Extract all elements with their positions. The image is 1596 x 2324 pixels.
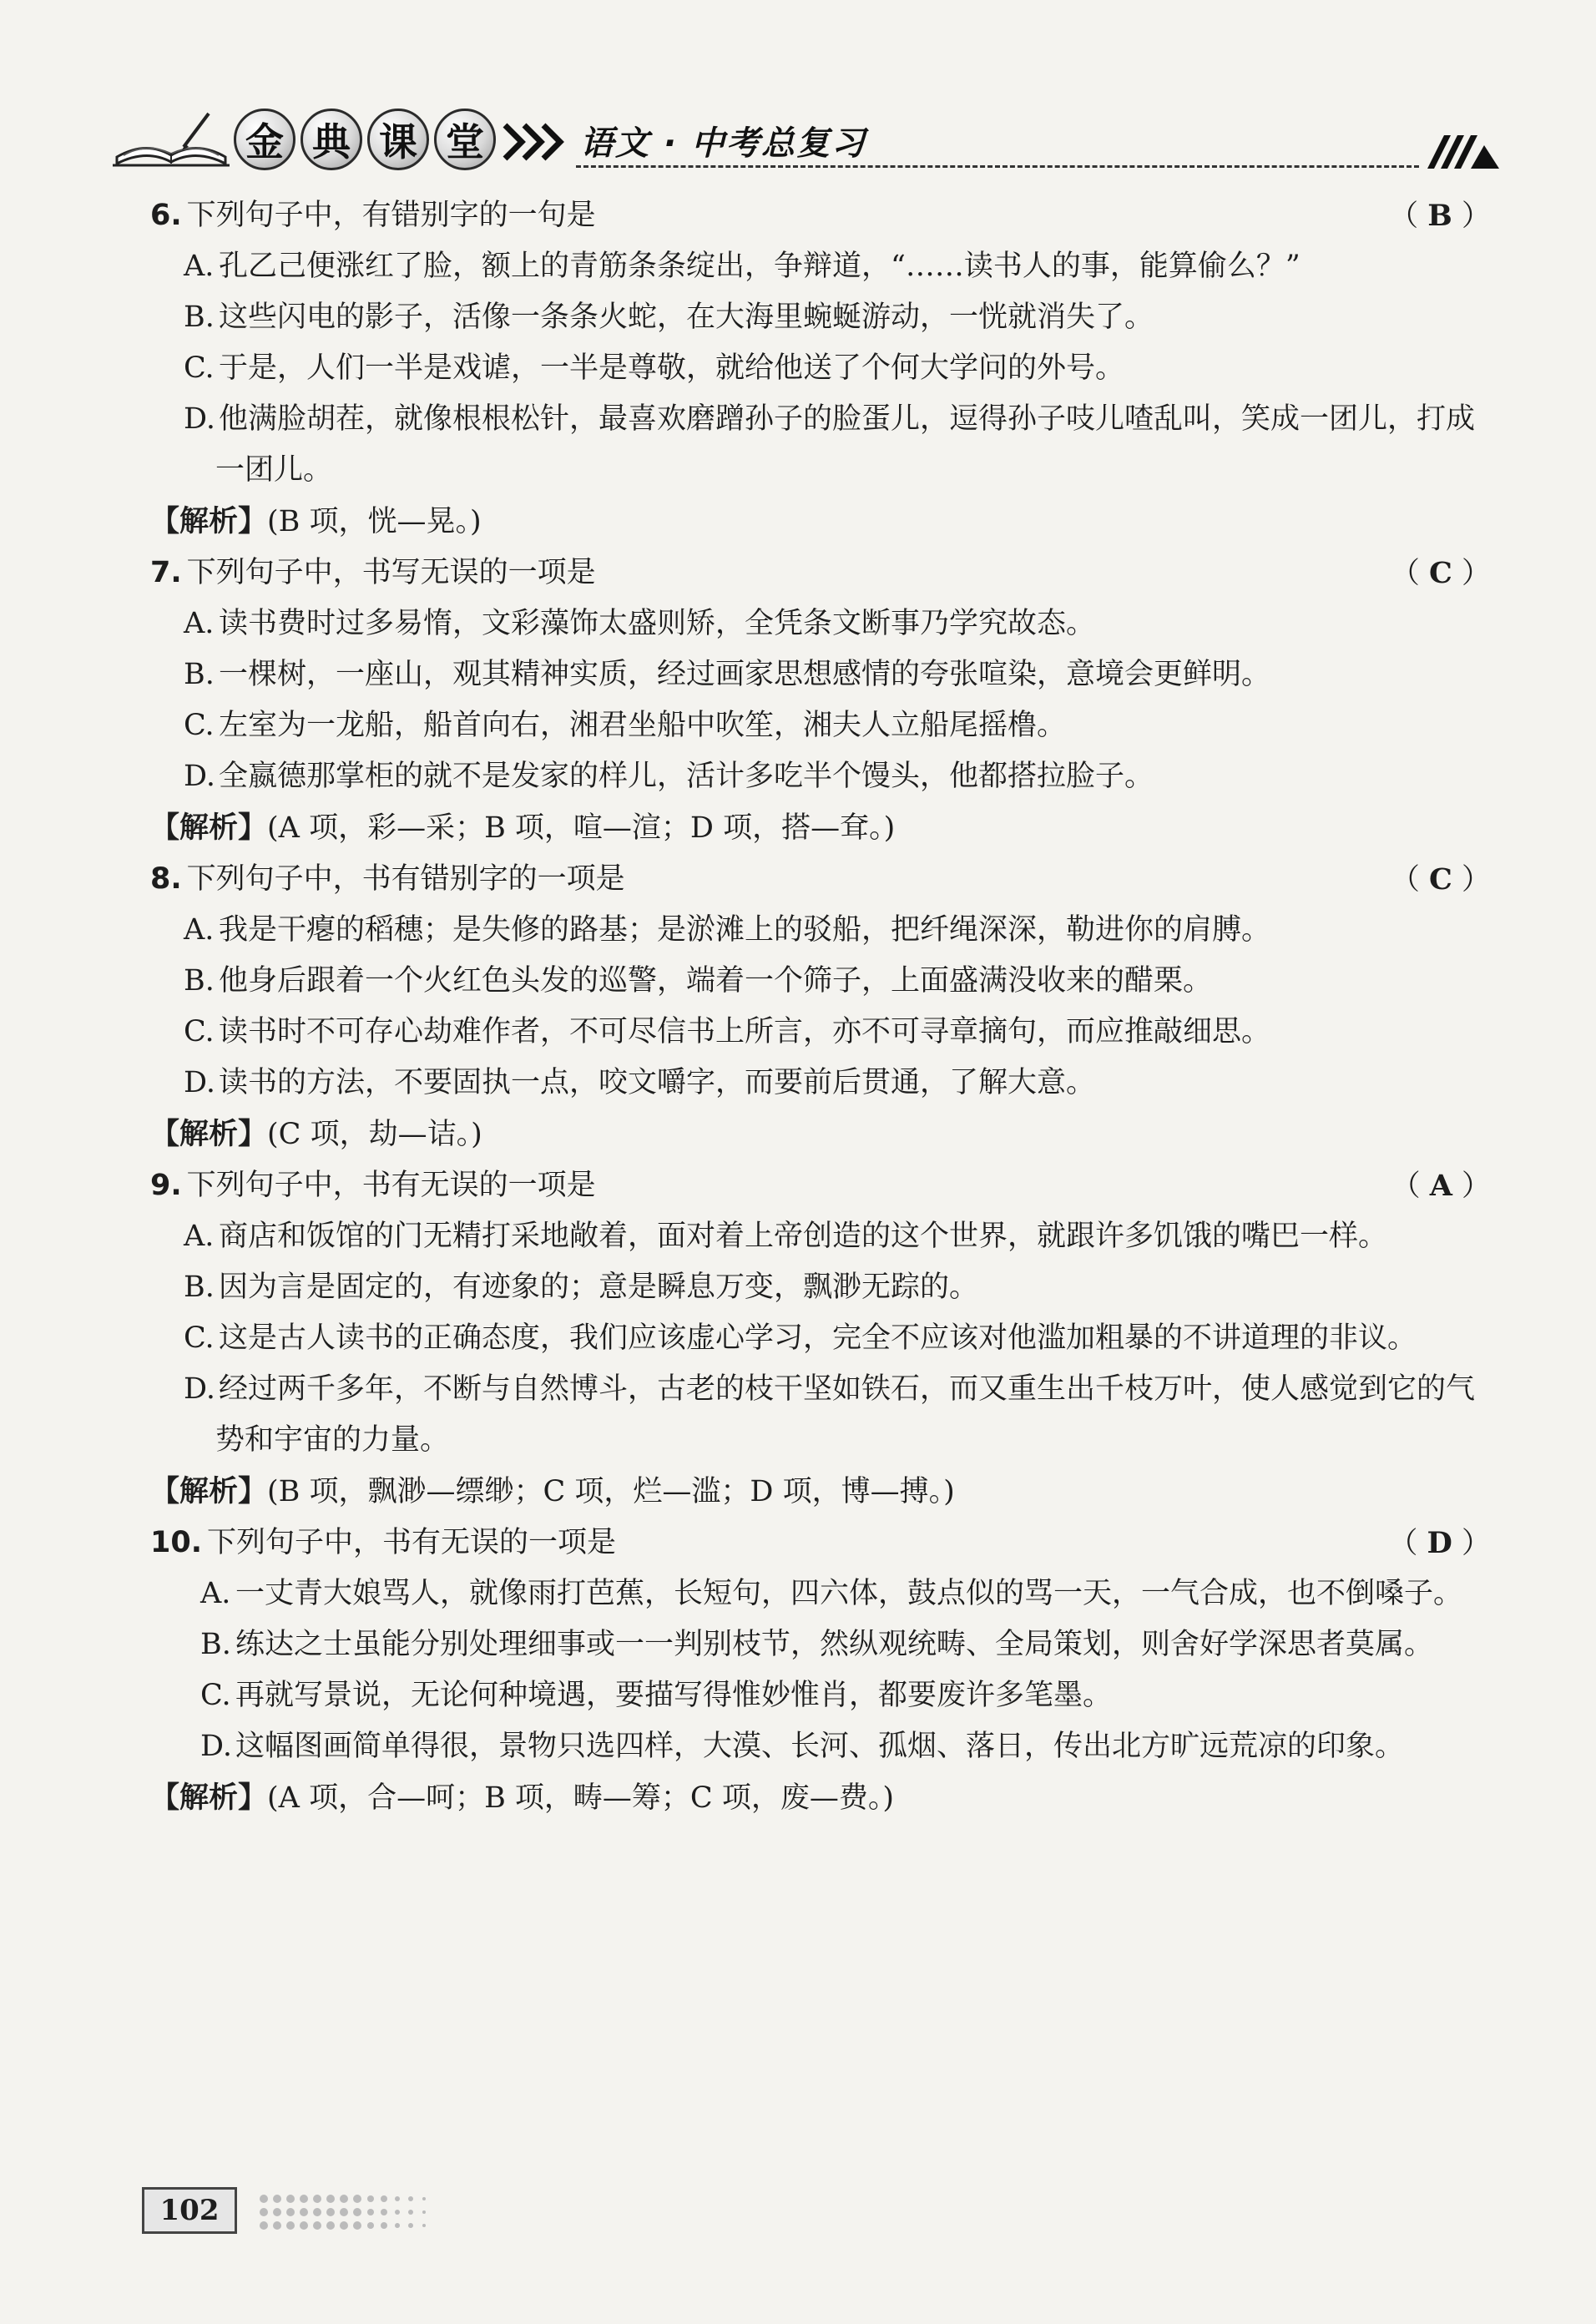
explanation-text: (C 项，劫—诘。) [267, 1118, 482, 1151]
explanation-keyword: 【解析】 [150, 1117, 268, 1151]
option-text: 他满脸胡茬，就像根根松针，最喜欢磨蹭孙子的脸蛋儿，逗得孙子吱儿喳乱叫，笑成一团儿，打成一团儿。 [215, 402, 1476, 487]
option-c [184, 343, 1496, 394]
option-label: D. [184, 760, 215, 793]
option-c [184, 700, 1496, 751]
option-label: D. [184, 402, 215, 436]
explanation-keyword: 【解析】 [150, 504, 268, 538]
answer-bracket: （ B ） [1389, 199, 1491, 233]
dot-pattern-icon [259, 2194, 509, 2231]
answer-bracket: （ C ） [1390, 556, 1491, 590]
option-text: 孔乙己便涨红了脸，额上的青筋条条绽出，争辩道，“……读书人的事，能算偷么？” [219, 250, 1301, 283]
option-b [184, 956, 1496, 1007]
question-list [150, 190, 1496, 1824]
option-label: B. [184, 1271, 215, 1304]
explanation-text: (B 项，恍—晃。) [267, 505, 482, 538]
question-6 [150, 190, 1496, 548]
explanation [150, 802, 1496, 854]
option-label: D. [200, 1730, 232, 1763]
option-a [200, 1569, 1496, 1619]
explanation [150, 1109, 1496, 1160]
option-label: B. [184, 301, 215, 334]
page-footer [142, 2187, 559, 2237]
option-text: 一棵树，一座山，观其精神实质，经过画家思想感情的夸张喧染，意境会更鲜明。 [219, 658, 1271, 691]
option-text: 读书时不可存心劫难作者，不可尽信书上所言，亦不可寻章摘句，而应推敲细思。 [219, 1015, 1271, 1048]
explanation-text: (A 项，彩—采；B 项，喧—渲；D 项，搭—耷。) [267, 811, 896, 845]
question-stem [150, 854, 1496, 905]
question-number: 10. [150, 1526, 203, 1559]
question-text: 下列句子中，书写无误的一项是 [186, 556, 596, 589]
question-text: 下列句子中，有错别字的一句是 [186, 199, 596, 232]
question-number: 9. [150, 1169, 182, 1202]
question-9 [150, 1160, 1496, 1518]
option-text: 练达之士虽能分别处理细事或一一判别枝节，然纵观统畴、全局策划，则舍好学深思者莫属。 [235, 1628, 1434, 1661]
corner-stripes-icon [1427, 129, 1503, 170]
question-stem [150, 190, 1496, 241]
option-label: B. [184, 964, 215, 998]
option-a [184, 905, 1496, 956]
brand-char: 课 [367, 109, 429, 170]
option-text: 左室为一龙船，船首向右，湘君坐船中吹笙，湘夫人立船尾摇橹。 [219, 709, 1067, 742]
answer-letter: D [1427, 1526, 1452, 1560]
option-label: A. [184, 913, 215, 947]
option-d [184, 751, 1496, 802]
page-number: 102 [142, 2187, 237, 2234]
option-text: 一丈青大娘骂人，就像雨打芭蕉，长短句，四六体，鼓点似的骂一天，一气合成，也不倒嗓子。 [235, 1577, 1463, 1610]
page-header [109, 92, 1494, 184]
option-text: 读书费时过多易惰，文彩藻饰太盛则矫，全凭条文断事乃学究故态。 [219, 607, 1096, 640]
option-b [184, 1262, 1496, 1313]
answer-letter: C [1429, 862, 1452, 897]
explanation [150, 1772, 1496, 1824]
option-text: 因为言是固定的，有迹象的；意是瞬息万变，飘渺无踪的。 [219, 1271, 979, 1304]
option-label: B. [184, 658, 215, 691]
brand-char: 堂 [434, 109, 496, 170]
option-label: D. [184, 1066, 215, 1099]
option-a [184, 241, 1496, 292]
option-c [184, 1007, 1496, 1058]
option-text: 我是干瘪的稻穗；是失修的路基；是淤滩上的驳船，把纤绳深深，勒进你的肩膊。 [219, 913, 1271, 947]
option-text: 这些闪电的影子，活像一条条火蛇，在大海里蜿蜒游动，一恍就消失了。 [219, 301, 1154, 334]
option-text: 他身后跟着一个火红色头发的巡警，端着一个筛子，上面盛满没收来的醋栗。 [219, 964, 1213, 998]
question-stem [150, 1518, 1496, 1569]
option-a [184, 599, 1496, 649]
option-c [200, 1670, 1496, 1721]
option-text: 商店和饭馆的门无精打采地敞着，面对着上帝创造的这个世界，就跟许多饥饿的嘴巴一样。 [219, 1220, 1388, 1253]
option-label: C. [200, 1679, 231, 1712]
answer-letter: B [1427, 199, 1452, 233]
question-7 [150, 548, 1496, 854]
option-label: C. [184, 1321, 215, 1355]
brand-char: 金 [234, 109, 295, 170]
option-label: D. [184, 1372, 215, 1406]
option-d [200, 1721, 1496, 1772]
question-8 [150, 854, 1496, 1160]
brand-title [234, 109, 496, 170]
option-text: 经过两千多年，不断与自然博斗，古老的枝干坚如铁石，而又重生出千枝万叶，使人感觉到它的气势和宇宙的力量。 [215, 1372, 1476, 1457]
answer-letter: A [1429, 1169, 1452, 1203]
option-d [184, 1058, 1496, 1109]
answer-bracket: （ A ） [1391, 1169, 1491, 1203]
option-text: 再就写景说，无论何种境遇，要描写得惟妙惟肖，都要废许多笔墨。 [235, 1679, 1113, 1712]
question-text: 下列句子中，书有错别字的一项是 [186, 862, 625, 896]
answer-letter: C [1429, 556, 1452, 590]
option-label: A. [184, 1220, 215, 1253]
option-label: B. [200, 1628, 231, 1661]
option-text: 读书的方法，不要固执一点，咬文嚼字，而要前后贯通，了解大意。 [219, 1066, 1096, 1099]
question-stem [150, 1160, 1496, 1211]
option-b [184, 649, 1496, 700]
question-number: 6. [150, 199, 182, 232]
open-book-pen-icon [109, 107, 234, 174]
option-label: C. [184, 351, 215, 385]
explanation-keyword: 【解析】 [150, 1474, 268, 1508]
header-divider [576, 165, 1419, 168]
question-10 [150, 1518, 1496, 1824]
option-label: A. [184, 607, 215, 640]
option-label: C. [184, 709, 215, 742]
option-text: 这幅图画简单得很，景物只选四样，大漠、长河、孤烟、落日，传出北方旷远荒凉的印象。 [235, 1730, 1405, 1763]
option-text: 于是，人们一半是戏谑，一半是尊敬，就给他送了个何大学问的外号。 [219, 351, 1125, 385]
subject-title: 语文 · 中考总复习 [580, 124, 867, 163]
answer-bracket: （ D ） [1388, 1526, 1491, 1560]
explanation [150, 1466, 1496, 1518]
chevron-right-icon [501, 117, 568, 167]
option-label: A. [184, 250, 215, 283]
question-text: 下列句子中，书有无误的一项是 [186, 1169, 596, 1202]
option-text: 全嬴德那掌柜的就不是发家的样儿，活计多吃半个馒头，他都搭拉脸子。 [219, 760, 1154, 793]
option-d [184, 394, 1496, 496]
question-text: 下列句子中，书有无误的一项是 [207, 1526, 617, 1559]
option-b [184, 292, 1496, 343]
option-b [200, 1619, 1496, 1670]
question-number: 8. [150, 862, 182, 896]
option-label: C. [184, 1015, 215, 1048]
brand-char: 典 [301, 109, 362, 170]
explanation-text: (B 项，飘渺—缥缈；C 项，烂—滥；D 项，博—搏。) [267, 1475, 955, 1508]
option-d [184, 1364, 1496, 1466]
option-label: A. [200, 1577, 231, 1610]
option-a [184, 1211, 1496, 1262]
option-c [184, 1313, 1496, 1364]
question-stem [150, 548, 1496, 599]
answer-bracket: （ C ） [1390, 862, 1491, 897]
explanation-text: (A 项，合—呵；B 项，畴—筹；C 项，废—费。) [267, 1781, 894, 1815]
explanation-keyword: 【解析】 [150, 1781, 268, 1815]
option-text: 这是古人读书的正确态度，我们应该虚心学习，完全不应该对他滥加粗暴的不讲道理的非议。 [219, 1321, 1417, 1355]
explanation [150, 496, 1496, 548]
question-number: 7. [150, 556, 182, 589]
explanation-keyword: 【解析】 [150, 811, 268, 845]
